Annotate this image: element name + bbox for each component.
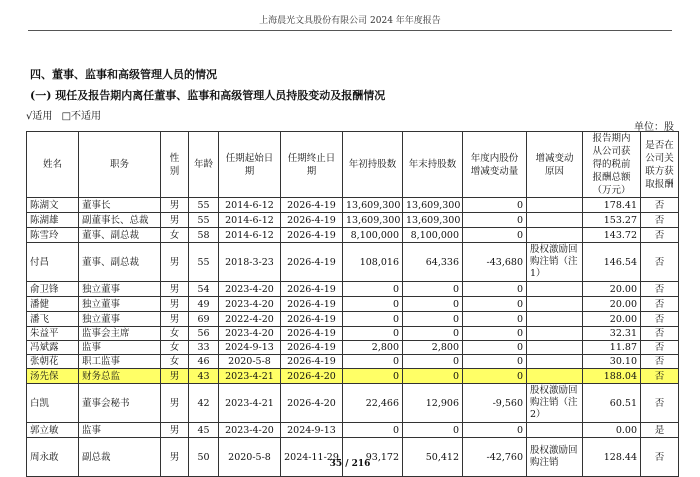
table-cell: 0 <box>463 297 527 312</box>
table-cell: 女 <box>161 228 189 243</box>
table-cell: 45 <box>189 423 219 438</box>
table-cell: 0 <box>343 423 403 438</box>
table-cell: 2026-4-19 <box>281 282 343 297</box>
table-row <box>27 282 679 297</box>
not-applicable-checkbox: □不适用 <box>61 111 102 122</box>
column-header-line: 任期起始日 <box>225 152 274 164</box>
column-header <box>403 132 463 198</box>
table-row <box>27 312 679 327</box>
column-header-line: 联方获 <box>645 165 674 177</box>
table-cell: 2026-4-19 <box>281 312 343 327</box>
column-header-line: 年末持股数 <box>408 159 457 170</box>
table-cell: 否 <box>641 228 679 243</box>
table-cell: 否 <box>641 438 679 477</box>
table-cell: 12,906 <box>403 384 463 423</box>
page-header: 上海晨光文具股份有限公司 2024 年年度报告 <box>259 16 441 26</box>
table-cell: 女 <box>161 327 189 341</box>
table-cell: 独立董事 <box>79 282 161 297</box>
page-number: 35 / 216 <box>329 459 371 469</box>
column-header <box>281 132 343 198</box>
table-row <box>27 369 679 384</box>
column-header-line: 增减变动量 <box>470 165 519 177</box>
table-cell: 2014-6-12 <box>219 228 281 243</box>
table-cell: 男 <box>161 198 189 213</box>
unit-label: 单位：股 <box>634 122 674 133</box>
table-cell: 8,100,000 <box>403 228 463 243</box>
column-header-line: 性 <box>169 152 180 164</box>
table-cell <box>527 228 583 243</box>
table-cell: 0 <box>343 312 403 327</box>
table-cell: 独立董事 <box>79 312 161 327</box>
table-cell: 副董事长、总裁 <box>79 213 161 228</box>
column-header-line: 任期终止日 <box>287 152 336 164</box>
table-cell: 独立董事 <box>79 297 161 312</box>
table-cell: 女 <box>161 355 189 369</box>
table-cell: 汤先保 <box>27 369 79 384</box>
table-row <box>27 198 679 213</box>
table-cell: 0 <box>463 341 527 355</box>
table-cell: 冯斌露 <box>27 341 79 355</box>
table-body <box>27 198 679 477</box>
table-cell: 2023-4-20 <box>219 327 281 341</box>
table-cell: 副总裁 <box>79 438 161 477</box>
table-cell <box>527 327 583 341</box>
subsection-title: (一) 现任及报告期内离任董事、监事和高级管理人员持股变动及报酬情况 <box>30 89 386 102</box>
table-cell: 女 <box>161 341 189 355</box>
column-header-line: 是否在 <box>645 139 674 151</box>
table-cell: 男 <box>161 243 189 282</box>
table-cell: 0 <box>343 327 403 341</box>
table-cell: 职工监事 <box>79 355 161 369</box>
table-cell: 2026-4-19 <box>281 228 343 243</box>
table-cell <box>527 341 583 355</box>
table-cell: 2026-4-19 <box>281 341 343 355</box>
table-cell: 49 <box>189 297 219 312</box>
table-cell: 50,412 <box>403 438 463 477</box>
table-cell: 128.44 <box>583 438 641 477</box>
column-header-line: 职务 <box>109 159 129 170</box>
column-header-line: 期 <box>306 165 317 177</box>
table-cell <box>527 282 583 297</box>
table-cell: 否 <box>641 297 679 312</box>
applicable-checkbox: √适用 <box>26 111 53 122</box>
table-cell: 否 <box>641 213 679 228</box>
table-cell: 0 <box>463 282 527 297</box>
table-row <box>27 213 679 228</box>
table-cell: 2026-4-19 <box>281 327 343 341</box>
column-header <box>463 132 527 198</box>
table-cell: 财务总监 <box>79 369 161 384</box>
table-row <box>27 228 679 243</box>
table-cell: 69 <box>189 312 219 327</box>
table-cell: 0 <box>403 312 463 327</box>
table-cell: 8,100,000 <box>343 228 403 243</box>
table-cell: 否 <box>641 384 679 423</box>
applicability-options <box>26 107 107 122</box>
table-cell: 32.31 <box>583 327 641 341</box>
table-cell: 146.54 <box>583 243 641 282</box>
section-title: 四、董事、监事和高级管理人员的情况 <box>30 68 217 81</box>
table-cell: 20.00 <box>583 282 641 297</box>
table-cell: 俞卫锋 <box>27 282 79 297</box>
table-cell: 50 <box>189 438 219 477</box>
table-cell: 2023-4-21 <box>219 384 281 423</box>
table-cell: 64,336 <box>403 243 463 282</box>
table-cell: 2026-4-20 <box>281 384 343 423</box>
table-cell: 潘健 <box>27 297 79 312</box>
table-cell: 55 <box>189 243 219 282</box>
table-cell: 2023-4-20 <box>219 282 281 297</box>
table-cell: 白凯 <box>27 384 79 423</box>
column-header-line: 增减变动 <box>535 152 574 164</box>
table-row <box>27 423 679 438</box>
column-header <box>79 132 161 198</box>
table-cell: 60.51 <box>583 384 641 423</box>
table-cell: 董事长 <box>79 198 161 213</box>
table-cell: 2026-4-19 <box>281 198 343 213</box>
table-cell: 监事 <box>79 341 161 355</box>
table-cell: 42 <box>189 384 219 423</box>
table-cell: 2026-4-19 <box>281 297 343 312</box>
table-cell: 付昌 <box>27 243 79 282</box>
table-cell: 2026-4-20 <box>281 369 343 384</box>
table-cell: 2020-5-8 <box>219 438 281 477</box>
table-cell: 0 <box>403 327 463 341</box>
table-cell: 男 <box>161 312 189 327</box>
table-cell: 否 <box>641 198 679 213</box>
column-header-line: 姓名 <box>42 159 62 170</box>
column-header-line: 从公司获 <box>592 146 631 157</box>
column-header <box>219 132 281 198</box>
table-cell: 0 <box>463 312 527 327</box>
table-cell: 男 <box>161 438 189 477</box>
table-cell: 2023-4-20 <box>219 297 281 312</box>
table-row <box>27 438 679 477</box>
table-cell: 55 <box>189 198 219 213</box>
table-cell: 108,016 <box>343 243 403 282</box>
column-header-line: 取报酬 <box>645 178 674 190</box>
table-cell: 13,609,300 <box>403 198 463 213</box>
table-cell: 178.41 <box>583 198 641 213</box>
table-cell <box>527 198 583 213</box>
table-cell: 20.00 <box>583 312 641 327</box>
table-row <box>27 327 679 341</box>
table-cell: 0 <box>403 297 463 312</box>
table-cell: 13,609,300 <box>403 213 463 228</box>
table-cell: 0 <box>463 369 527 384</box>
column-header <box>527 132 583 198</box>
column-header-line: 得的税前 <box>592 159 631 170</box>
table-cell: 潘飞 <box>27 312 79 327</box>
table-cell <box>527 297 583 312</box>
table-cell: 是 <box>641 423 679 438</box>
table-cell: 2020-5-8 <box>219 355 281 369</box>
table-cell: 周永敢 <box>27 438 79 477</box>
table-cell: 143.72 <box>583 228 641 243</box>
table-cell: 0 <box>343 282 403 297</box>
table-cell: 55 <box>189 213 219 228</box>
table-cell: 93,172 <box>343 438 403 477</box>
table-cell: 58 <box>189 228 219 243</box>
column-header-line: 年初持股数 <box>348 159 397 170</box>
table-cell: 男 <box>161 282 189 297</box>
table-cell: 监事会主席 <box>79 327 161 341</box>
table-cell: 否 <box>641 355 679 369</box>
column-header <box>27 132 79 198</box>
table-row <box>27 243 679 282</box>
table-cell: 2026-4-19 <box>281 243 343 282</box>
directors-shareholding-table <box>26 131 679 477</box>
table-cell: 22,466 <box>343 384 403 423</box>
table-cell: 郭立敏 <box>27 423 79 438</box>
table-cell <box>527 423 583 438</box>
header-rule <box>28 30 672 31</box>
table-cell: 否 <box>641 282 679 297</box>
table-cell: 董事、副总裁 <box>79 228 161 243</box>
table-row <box>27 297 679 312</box>
table-cell: 188.04 <box>583 369 641 384</box>
table-cell: -9,560 <box>463 384 527 423</box>
table-cell: 朱益平 <box>27 327 79 341</box>
table-cell: 陈雪玲 <box>27 228 79 243</box>
table-cell: 43 <box>189 369 219 384</box>
table-cell <box>527 369 583 384</box>
table-cell: 2026-4-19 <box>281 355 343 369</box>
table-cell: 46 <box>189 355 219 369</box>
table-cell: 2014-6-12 <box>219 213 281 228</box>
table-cell: 0 <box>463 213 527 228</box>
table-cell: 陈湖文 <box>27 198 79 213</box>
table-cell: 0 <box>463 198 527 213</box>
table-cell: 股权激励回购注销（注2） <box>527 384 583 423</box>
table-cell: 13,609,300 <box>343 198 403 213</box>
table-cell <box>527 213 583 228</box>
table-cell: 监事 <box>79 423 161 438</box>
column-header-line: 原因 <box>544 165 564 177</box>
column-header <box>343 132 403 198</box>
column-header <box>641 132 679 198</box>
table-row <box>27 341 679 355</box>
column-header <box>189 132 219 198</box>
table-cell: 否 <box>641 369 679 384</box>
table-cell: -43,680 <box>463 243 527 282</box>
column-header-line: 报告期内 <box>592 133 631 144</box>
table-cell: 2014-6-12 <box>219 198 281 213</box>
column-header-line: 年度内股份 <box>470 152 519 164</box>
table-cell: 2023-4-21 <box>219 369 281 384</box>
table-cell: 0 <box>403 423 463 438</box>
table-cell: 陈湖雄 <box>27 213 79 228</box>
table-row <box>27 355 679 369</box>
table-cell: 13,609,300 <box>343 213 403 228</box>
table-cell: 否 <box>641 327 679 341</box>
table-cell: 0 <box>463 327 527 341</box>
table-cell: 2018-3-23 <box>219 243 281 282</box>
table-cell: 否 <box>641 341 679 355</box>
column-header-line: 年龄 <box>193 159 213 170</box>
table-cell: 0 <box>403 355 463 369</box>
column-header-line: 别 <box>169 165 180 177</box>
table-cell: 0 <box>403 369 463 384</box>
column-header <box>583 132 641 198</box>
table-cell: 2024-11-29 <box>281 438 343 477</box>
table-cell: 2023-4-20 <box>219 423 281 438</box>
table-cell: 2024-9-13 <box>219 341 281 355</box>
column-header-line: 期 <box>244 165 255 177</box>
table-cell: 否 <box>641 312 679 327</box>
table-cell: 股权激励回购注销 <box>527 438 583 477</box>
table-cell: 33 <box>189 341 219 355</box>
table-cell: 董事会秘书 <box>79 384 161 423</box>
table-cell: 0 <box>343 297 403 312</box>
table-cell: 0 <box>463 423 527 438</box>
table-cell: 2024-9-13 <box>281 423 343 438</box>
table-header-row <box>27 132 679 198</box>
column-header <box>161 132 189 198</box>
table-cell: 0 <box>463 355 527 369</box>
table-cell: 否 <box>641 243 679 282</box>
table-cell: -42,760 <box>463 438 527 477</box>
table-cell: 153.27 <box>583 213 641 228</box>
table-cell: 男 <box>161 297 189 312</box>
table-row <box>27 384 679 423</box>
table-cell: 2,800 <box>403 341 463 355</box>
column-header-line: （万元） <box>592 185 631 196</box>
table-cell: 男 <box>161 369 189 384</box>
table-cell: 0 <box>463 228 527 243</box>
column-header-line: 公司关 <box>645 152 674 164</box>
table-cell: 0 <box>403 282 463 297</box>
table-cell: 张朝花 <box>27 355 79 369</box>
table-cell: 0 <box>343 355 403 369</box>
table-cell <box>527 355 583 369</box>
table-cell: 男 <box>161 213 189 228</box>
table-cell: 股权激励回购注销（注1） <box>527 243 583 282</box>
table-cell: 0.00 <box>583 423 641 438</box>
table-cell: 董事、副总裁 <box>79 243 161 282</box>
table-cell: 56 <box>189 327 219 341</box>
table-cell: 20.00 <box>583 297 641 312</box>
table-cell: 11.87 <box>583 341 641 355</box>
table-cell: 2026-4-19 <box>281 213 343 228</box>
table-cell: 54 <box>189 282 219 297</box>
table-cell: 0 <box>343 369 403 384</box>
table-cell: 2,800 <box>343 341 403 355</box>
table-cell: 男 <box>161 423 189 438</box>
column-header-line: 报酬总额 <box>592 172 631 183</box>
table-cell: 30.10 <box>583 355 641 369</box>
table-cell <box>527 312 583 327</box>
table-cell: 男 <box>161 384 189 423</box>
table-cell: 2022-4-20 <box>219 312 281 327</box>
